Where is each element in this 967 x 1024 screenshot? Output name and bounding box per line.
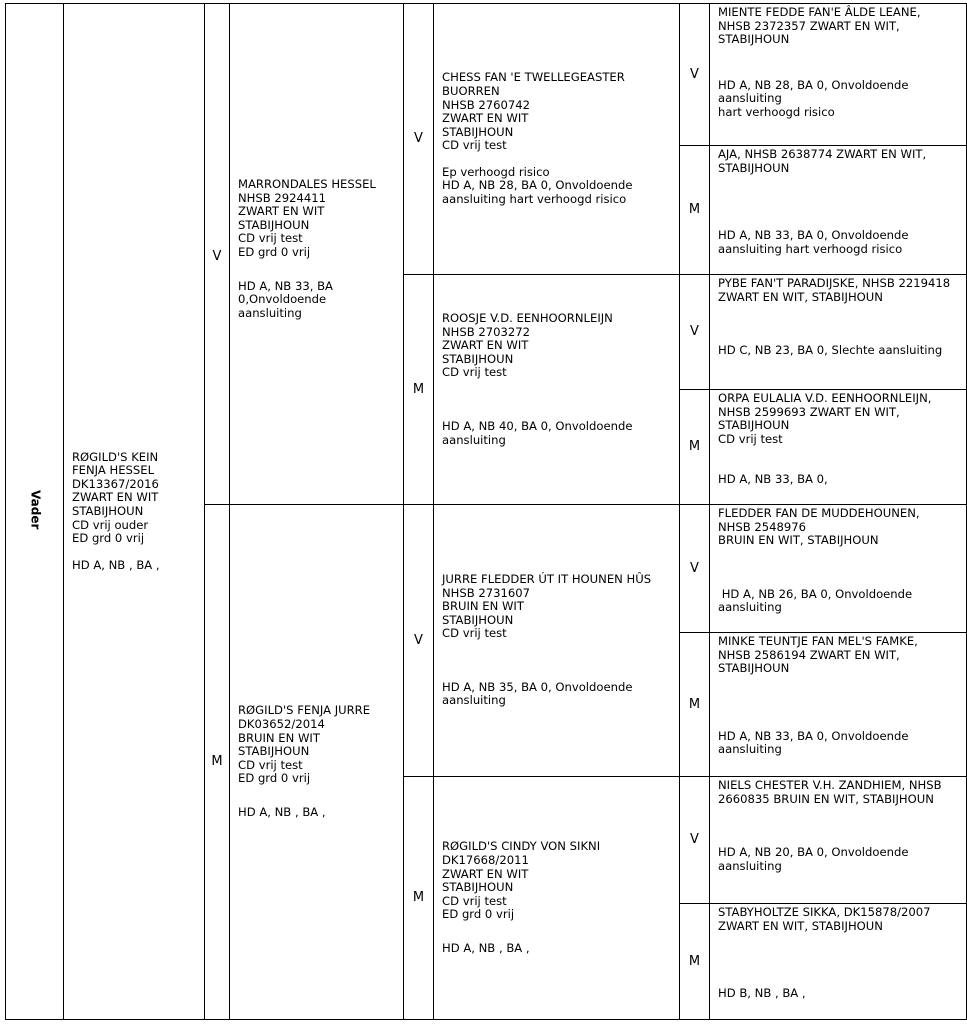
g3-7-info (710, 777, 966, 875)
g3-1-health-1: HD A, NB 28, BA 0, Onvoldoende (718, 77, 909, 92)
sex-marker: M (412, 381, 425, 397)
g3-4-health-1: HD A, NB 33, BA 0, (718, 472, 828, 487)
sex-marker: M (211, 754, 223, 770)
side-label: Vader (28, 490, 43, 530)
g2-3-cd: CD vrij test (442, 626, 507, 641)
g2-1-info (434, 69, 679, 208)
sire-cd: CD vrij test (238, 231, 303, 246)
g3-1-health-3: hart verhoogd risico (718, 104, 835, 119)
dam-cd: CD vrij test (238, 757, 303, 772)
g3-1-line-1: MIENTE FEDDE FAN'E ÂLDE LEANE, (718, 5, 921, 19)
dam-registration: DK03652/2014 (238, 717, 325, 732)
g3-3-health-1: HD C, NB 23, BA 0, Slechte aansluiting (718, 343, 943, 358)
subject-name-line-1: RØGILD'S KEIN (72, 449, 159, 464)
g3-6-cell (710, 633, 967, 777)
sire-color: ZWART EN WIT (238, 204, 325, 219)
g2-2-registration: NHSB 2703272 (442, 324, 531, 339)
g3-6-line-2: NHSB 2586194 ZWART EN WIT, (718, 647, 900, 662)
g2-3-breed: STABIJHOUN (442, 612, 514, 627)
g2-3-cell (434, 505, 680, 777)
g3-1-line-3: STABIJHOUN (718, 32, 790, 47)
g3-3-cell (710, 275, 967, 390)
sire-ed: ED grd 0 vrij (238, 244, 311, 259)
g3-5-line-3: BRUIN EN WIT, STABIJHOUN (718, 533, 879, 548)
g2-2-cell (434, 275, 680, 505)
g2-4-sex-cell (404, 777, 434, 1020)
subject-cell (64, 4, 205, 1020)
g3-7-health-1: HD A, NB 20, BA 0, Onvoldoende (718, 845, 909, 860)
g2-1-cell (434, 4, 680, 275)
subject-breed: STABIJHOUN (72, 504, 144, 518)
sire-health-line-2: 0,Onvoldoende (238, 292, 327, 307)
g2-1-name: CHESS FAN 'E TWELLEGEASTER (442, 70, 625, 85)
g3-4-line-1: ORPA EULALIA V.D. EENHOORNLEIJN, (718, 391, 932, 405)
sex-marker: M (688, 953, 701, 969)
g2-3-color: BRUIN EN WIT (442, 599, 524, 614)
g3-6-health-1: HD A, NB 33, BA 0, Onvoldoende (718, 728, 909, 743)
g2-3-sex-cell (404, 505, 434, 777)
g3-7-sex-cell (680, 777, 710, 904)
g3-8-info (710, 904, 966, 1003)
g3-6-health-2: aansluiting (718, 742, 782, 757)
g3-6-line-3: STABIJHOUN (718, 661, 790, 676)
g2-1-breed: STABIJHOUN (442, 124, 514, 139)
g2-4-cd: CD vrij test (442, 893, 507, 908)
g3-1-cell (710, 4, 967, 146)
g2-1-color: ZWART EN WIT (442, 111, 529, 126)
g2-1-health-3: aansluiting hart verhoogd risico (442, 192, 627, 207)
subject-info (64, 449, 204, 575)
g3-8-line-2: ZWART EN WIT, STABIJHOUN (718, 918, 883, 933)
g3-1-info (710, 4, 966, 122)
g2-2-sex-cell (404, 275, 434, 505)
g2-2-name: ROOSJE V.D. EENHOORNLEIJN (442, 311, 613, 325)
g3-2-cell (710, 146, 967, 275)
g2-1-health-2: HD A, NB 28, BA 0, Onvoldoende (442, 178, 633, 193)
g3-3-info (710, 275, 966, 360)
sire-health-line-1: HD A, NB 33, BA (238, 278, 333, 293)
sire-registration: NHSB 2924411 (238, 190, 327, 205)
g3-4-line-3: STABIJHOUN (718, 418, 790, 433)
g2-3-registration: NHSB 2731607 (442, 585, 531, 600)
g3-5-health-2: aansluiting (718, 600, 782, 615)
g2-1-sex-cell (404, 4, 434, 275)
sex-marker: V (690, 66, 699, 82)
g2-4-info (434, 838, 679, 957)
g3-3-line-2: ZWART EN WIT, STABIJHOUN (718, 289, 883, 304)
sex-marker: V (690, 832, 699, 848)
g3-8-sex-cell (680, 904, 710, 1020)
g3-1-line-2: NHSB 2372357 ZWART EN WIT, (718, 18, 900, 33)
sex-marker: V (690, 560, 699, 576)
g2-1-health-1: Ep verhoogd risico (442, 164, 550, 179)
g2-2-health-1: HD A, NB 40, BA 0, Onvoldoende (442, 418, 633, 433)
sex-marker: M (688, 439, 701, 455)
g3-1-health-2: aansluiting (718, 91, 782, 106)
g3-7-line-1: NIELS CHESTER V.H. ZANDHIEM, NHSB (718, 778, 942, 792)
g3-7-health-2: aansluiting (718, 858, 782, 873)
dam-health: HD A, NB , BA , (238, 804, 326, 819)
g2-2-color: ZWART EN WIT (442, 338, 529, 353)
g2-4-cell (434, 777, 680, 1020)
g3-5-info (710, 505, 966, 617)
dam-cell (230, 505, 404, 1020)
g3-2-line-2: STABIJHOUN (718, 160, 790, 175)
subject-health: HD A, NB , BA , (72, 557, 160, 572)
g3-2-health-2: aansluiting hart verhoogd risico (718, 241, 903, 256)
g2-4-health: HD A, NB , BA , (442, 940, 530, 955)
subject-cd: CD vrij ouder (72, 517, 149, 532)
sire-sex-cell (205, 4, 230, 505)
subject-name-line-2: FENJA HESSEL (72, 463, 155, 478)
dam-color: BRUIN EN WIT (238, 730, 320, 745)
g3-8-health-1: HD B, NB , BA , (718, 986, 806, 1001)
g2-3-name: JURRE FLEDDER ÚT IT HOUNEN HÛS (442, 571, 652, 586)
g2-4-name: RØGILD'S CINDY VON SIKNI (442, 839, 601, 854)
g2-2-breed: STABIJHOUN (442, 351, 514, 366)
subject-ed: ED grd 0 vrij (72, 531, 145, 546)
g3-8-line-1: STABYHOLTZE SIKKA, DK15878/2007 (718, 905, 931, 919)
g3-5-cell (710, 505, 967, 633)
sire-breed: STABIJHOUN (238, 217, 310, 232)
g3-2-sex-cell (680, 146, 710, 275)
sire-health-line-3: aansluiting (238, 305, 302, 320)
g2-4-ed: ED grd 0 vrij (442, 907, 515, 922)
g3-1-sex-cell (680, 4, 710, 146)
g2-1-registration: NHSB 2760742 (442, 97, 531, 112)
g2-1-cd: CD vrij test (442, 138, 507, 153)
dam-info (230, 702, 403, 821)
dam-name: RØGILD'S FENJA JURRE (238, 703, 371, 718)
g3-3-sex-cell (680, 275, 710, 390)
dam-sex-cell (205, 505, 230, 1020)
g3-4-sex-cell (680, 390, 710, 505)
g2-2-info (434, 275, 679, 449)
side-label-cell (6, 4, 64, 1020)
g3-7-cell (710, 777, 967, 904)
g2-1-name-cont: BUORREN (442, 83, 500, 98)
g3-2-info (710, 146, 966, 258)
g3-6-line-1: MINKE TEUNTJE FAN MEL'S FAMKE, (718, 634, 918, 648)
subject-color: ZWART EN WIT (72, 490, 159, 505)
sex-marker: V (212, 249, 222, 265)
g3-5-line-1: FLEDDER FAN DE MUDDEHOUNEN, (718, 506, 920, 520)
g2-4-color: ZWART EN WIT (442, 866, 529, 881)
g2-2-cd: CD vrij test (442, 365, 507, 380)
g3-5-health-1: HD A, NB 26, BA 0, Onvoldoende (718, 586, 913, 601)
g2-4-registration: DK17668/2011 (442, 853, 529, 868)
subject-registration: DK13367/2016 (72, 476, 159, 491)
sire-name: MARRONDALES HESSEL (238, 177, 376, 191)
g3-4-cell (710, 390, 967, 505)
sex-marker: M (688, 202, 701, 218)
sire-info (230, 4, 403, 322)
g3-5-line-2: NHSB 2548976 (718, 519, 807, 534)
g3-2-line-1: AJA, NHSB 2638774 ZWART EN WIT, (718, 147, 927, 161)
g3-7-line-2: 2660835 BRUIN EN WIT, STABIJHOUN (718, 791, 934, 806)
g2-3-health-1: HD A, NB 35, BA 0, Onvoldoende (442, 679, 633, 694)
sex-marker: V (414, 632, 423, 648)
pedigree-table (5, 3, 967, 1020)
g3-3-line-1: PYBE FAN'T PARADIJSKE, NHSB 2219418 (718, 276, 951, 290)
g3-4-info (710, 390, 966, 489)
g2-3-info (434, 571, 679, 710)
sex-marker: M (688, 696, 701, 712)
g3-4-line-2: NHSB 2599693 ZWART EN WIT, (718, 404, 900, 419)
sex-marker: V (414, 131, 423, 147)
dam-breed: STABIJHOUN (238, 744, 310, 759)
g3-8-cell (710, 904, 967, 1020)
g3-5-sex-cell (680, 505, 710, 633)
sire-cell (230, 4, 404, 505)
g2-4-breed: STABIJHOUN (442, 880, 514, 895)
g2-3-health-2: aansluiting (442, 693, 506, 708)
sex-marker: V (690, 324, 699, 340)
g3-4-line-4: CD vrij test (718, 431, 783, 446)
dam-ed: ED grd 0 vrij (238, 771, 311, 786)
g3-6-info (710, 633, 966, 759)
g3-6-sex-cell (680, 633, 710, 777)
g3-2-health-1: HD A, NB 33, BA 0, Onvoldoende (718, 228, 909, 243)
sex-marker: M (412, 890, 425, 906)
g2-2-health-2: aansluiting (442, 432, 506, 447)
